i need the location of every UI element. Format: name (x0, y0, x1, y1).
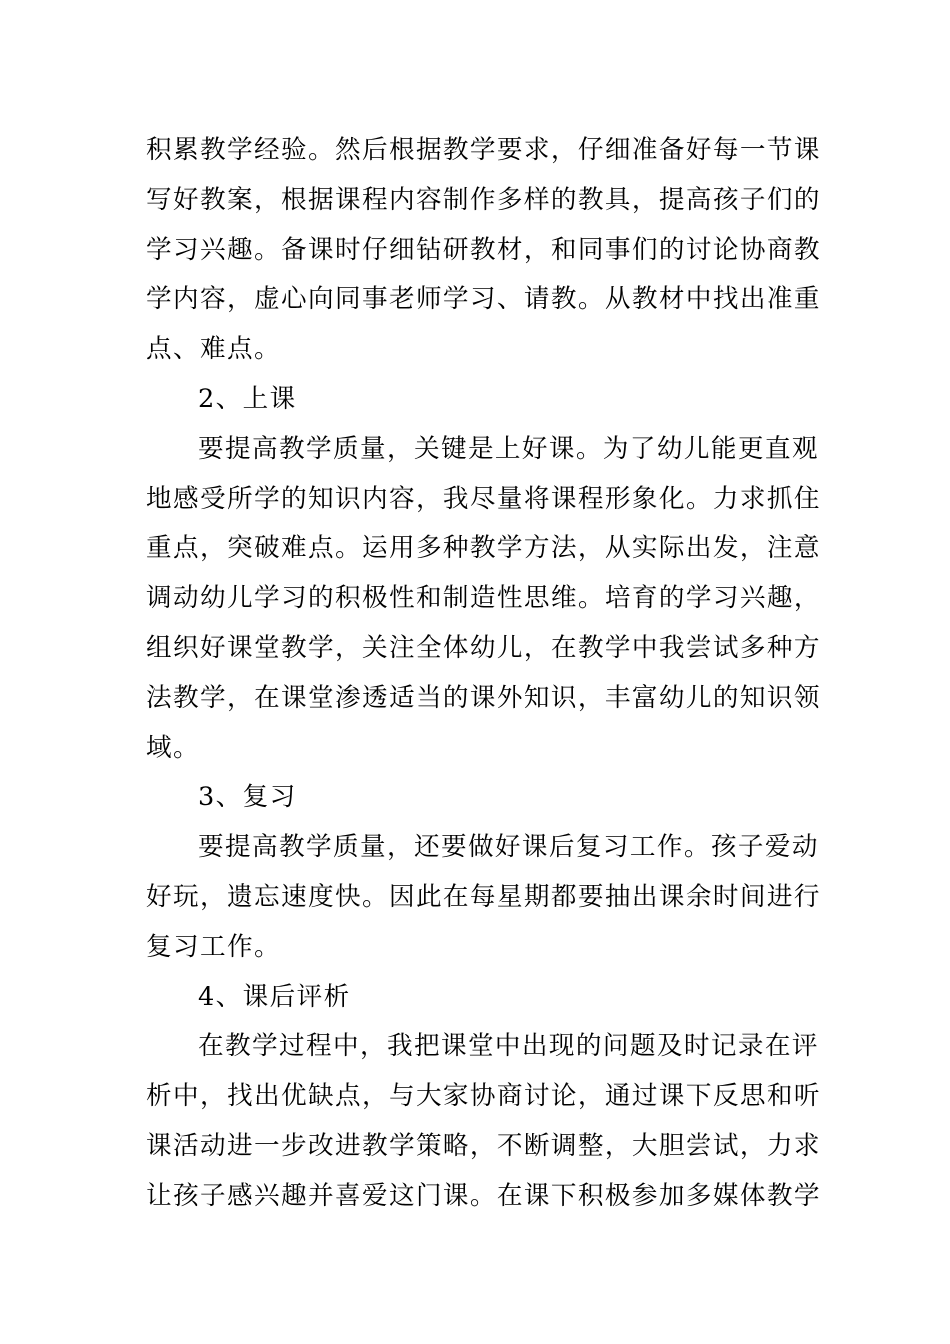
paragraph-line: 地感受所学的知识内容，我尽量将课程形象化。力求抓住 (146, 483, 821, 514)
paragraph-line: 好玩，遗忘速度快。因此在每星期都要抽出课余时间进行 (146, 881, 821, 912)
paragraph-line: 法教学，在课堂渗透适当的课外知识，丰富幼儿的知识领 (146, 682, 821, 713)
section-heading-analysis: 4、课后评析 (198, 981, 351, 1012)
paragraph-line: 要提高教学质量，还要做好课后复习工作。孩子爱动 (198, 832, 819, 863)
paragraph-line: 积累教学经验。然后根据教学要求，仔细准备好每一节课 (146, 135, 821, 165)
paragraph-line: 域。 (146, 732, 200, 763)
paragraph-line: 让孩子感兴趣并喜爱这门课。在课下积极参加多媒体教学 (146, 1180, 821, 1211)
paragraph-line: 调动幼儿学习的积极性和制造性思维。培育的学习兴趣， (146, 583, 821, 614)
paragraph-line: 组织好课堂教学，关注全体幼儿，在教学中我尝试多种方 (146, 632, 821, 663)
paragraph-line: 在教学过程中，我把课堂中出现的问题及时记录在评 (198, 1031, 819, 1062)
paragraph-line: 课活动进一步改进教学策略，不断调整，大胆尝试，力求 (146, 1130, 821, 1161)
paragraph-line: 点、难点。 (146, 334, 281, 365)
paragraph-line: 学习兴趣。备课时仔细钻研教材，和同事们的讨论协商教 (146, 234, 821, 265)
section-heading-class: 2、上课 (198, 383, 297, 414)
paragraph-line: 析中，找出优缺点，与大家协商讨论，通过课下反思和听 (146, 1081, 821, 1112)
paragraph-line: 要提高教学质量，关键是上好课。为了幼儿能更直观 (198, 433, 819, 464)
section-heading-review: 3、复习 (198, 782, 297, 813)
paragraph-line: 写好教案，根据课程内容制作多样的教具，提高孩子们的 (146, 184, 821, 215)
paragraph-line: 学内容，虚心向同事老师学习、请教。从教材中找出准重 (146, 284, 821, 315)
document-page (146, 126, 821, 1222)
paragraph-line: 重点，突破难点。运用多种教学方法，从实际出发，注意 (146, 533, 821, 564)
paragraph-line: 复习工作。 (146, 931, 281, 962)
